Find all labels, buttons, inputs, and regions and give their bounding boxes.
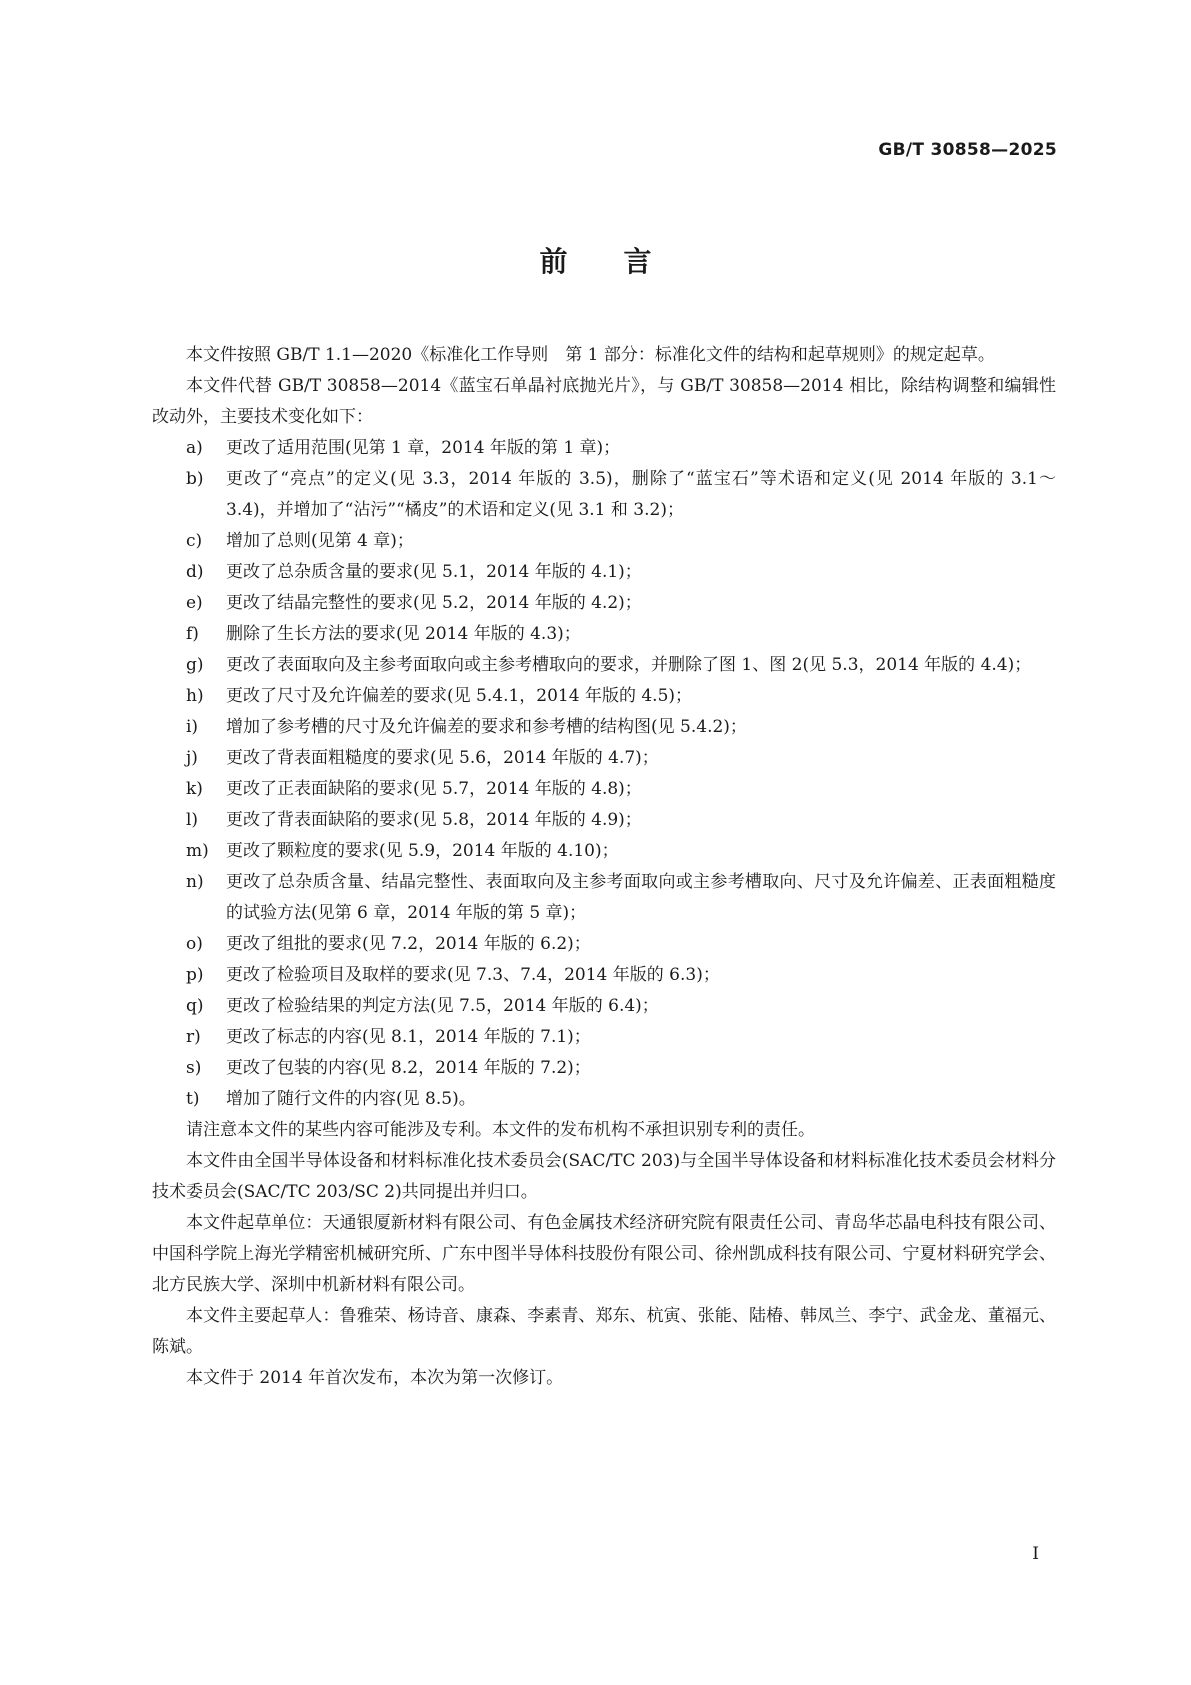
page-number: I (1032, 1544, 1039, 1564)
list-item-text: 更改了标志的内容(见 8.1，2014 年版的 7.1)； (226, 1027, 591, 1047)
list-item (152, 557, 1056, 588)
list-item-text: 更改了检验项目及取样的要求(见 7.3、7.4，2014 年版的 6.3)； (226, 965, 720, 985)
list-item (152, 929, 1056, 960)
list-item-text: 更改了总杂质含量的要求(见 5.1，2014 年版的 4.1)； (226, 562, 642, 582)
list-item (152, 433, 1056, 464)
list-item (152, 588, 1056, 619)
changes-list (152, 433, 1056, 1115)
list-item-text: 更改了总杂质含量、结晶完整性、表面取向及主参考面取向或主参考槽取向、尺寸及允许偏差、正表面粗糙度的试验方法(见第 6 章，2014 年版的第 5 章)； (226, 872, 1056, 923)
list-item-text: 更改了结晶完整性的要求(见 5.2，2014 年版的 4.2)； (226, 593, 642, 613)
list-item-text: 更改了颗粒度的要求(见 5.9，2014 年版的 4.10)； (226, 841, 619, 861)
list-item-text: 更改了包装的内容(见 8.2，2014 年版的 7.2)； (226, 1058, 591, 1078)
list-item-text: 更改了背表面粗糙度的要求(见 5.6，2014 年版的 4.7)； (226, 748, 659, 768)
paragraph-drafters: 本文件主要起草人：鲁雅荣、杨诗音、康森、李素青、郑东、杭寅、张能、陆椿、韩凤兰、李宁、武金龙、董福元、陈斌。 (152, 1306, 1056, 1357)
list-marker: b) (186, 469, 204, 489)
paragraph-history: 本文件于 2014 年首次发布，本次为第一次修订。 (186, 1368, 564, 1388)
list-marker: k) (186, 779, 203, 799)
paragraph-drafting-rules: 本文件按照 GB/T 1.1—2020《标准化工作导则 第 1 部分：标准化文件的结构和起草规则》的规定起草。 (186, 345, 995, 365)
document-body (152, 340, 1056, 1394)
list-item (152, 619, 1056, 650)
list-item (152, 526, 1056, 557)
list-marker: o) (186, 934, 203, 954)
list-item-text: 增加了总则(见第 4 章)； (226, 531, 414, 551)
paragraph-proposer: 本文件由全国半导体设备和材料标准化技术委员会(SAC/TC 203)与全国半导体设备和材料标准化技术委员会材料分技术委员会(SAC/TC 203/SC 2)共同提出并归口。 (152, 1151, 1056, 1202)
list-marker: e) (186, 593, 203, 613)
list-item (152, 650, 1056, 681)
list-item (152, 774, 1056, 805)
list-item (152, 805, 1056, 836)
list-item (152, 867, 1056, 929)
list-item (152, 1022, 1056, 1053)
list-item (152, 1084, 1056, 1115)
list-marker: s) (186, 1058, 202, 1078)
list-marker: l) (186, 810, 199, 830)
list-marker: m) (186, 841, 209, 861)
paragraph-drafting-units: 本文件起草单位：天通银厦新材料有限公司、有色金属技术经济研究院有限责任公司、青岛华芯晶电科技有限公司、中国科学院上海光学精密机械研究所、广东中图半导体科技股份有限公司、徐州凯成科技有限公司、宁夏材料研究学会、北方民族大学、深圳中机新材料有限公司。 (152, 1213, 1056, 1295)
list-marker: j) (186, 748, 198, 768)
list-marker: n) (186, 872, 204, 892)
list-item (152, 1053, 1056, 1084)
list-item-text: 更改了组批的要求(见 7.2，2014 年版的 6.2)； (226, 934, 591, 954)
list-marker: g) (186, 655, 204, 675)
list-item-text: 更改了背表面缺陷的要求(见 5.8，2014 年版的 4.9)； (226, 810, 642, 830)
list-item-text: 更改了尺寸及允许偏差的要求(见 5.4.1，2014 年版的 4.5)； (226, 686, 693, 706)
list-item-text: 更改了表面取向及主参考面取向或主参考槽取向的要求，并删除了图 1、图 2(见 5.3，2014 年版的 4.4)； (226, 655, 1032, 675)
list-marker: a) (186, 438, 203, 458)
list-marker: h) (186, 686, 204, 706)
list-item (152, 712, 1056, 743)
list-marker: c) (186, 531, 203, 551)
list-marker: q) (186, 996, 204, 1016)
list-item-text: 增加了随行文件的内容(见 8.5)。 (226, 1089, 476, 1109)
list-item-text: 增加了参考槽的尺寸及允许偏差的要求和参考槽的结构图(见 5.4.2)； (226, 717, 747, 737)
list-item (152, 681, 1056, 712)
page-title: 前言 (539, 245, 708, 278)
list-item (152, 960, 1056, 991)
list-item-text: 删除了生长方法的要求(见 2014 年版的 4.3)； (226, 624, 581, 644)
list-marker: d) (186, 562, 204, 582)
list-item (152, 743, 1056, 774)
list-marker: i) (186, 717, 199, 737)
list-item (152, 836, 1056, 867)
list-item (152, 991, 1056, 1022)
list-marker: r) (186, 1027, 201, 1047)
list-marker: t) (186, 1089, 200, 1109)
paragraph-patent-notice: 请注意本文件的某些内容可能涉及专利。本文件的发布机构不承担识别专利的责任。 (186, 1120, 815, 1140)
list-item-text: 更改了适用范围(见第 1 章，2014 年版的第 1 章)； (226, 438, 621, 458)
list-item (152, 464, 1056, 526)
list-item-text: 更改了检验结果的判定方法(见 7.5，2014 年版的 6.4)； (226, 996, 659, 1016)
list-marker: f) (186, 624, 199, 644)
list-marker: p) (186, 965, 204, 985)
list-item-text: 更改了正表面缺陷的要求(见 5.7，2014 年版的 4.8)； (226, 779, 642, 799)
standard-number: GB/T 30858—2025 (878, 140, 1057, 160)
paragraph-replacement: 本文件代替 GB/T 30858—2014《蓝宝石单晶衬底抛光片》，与 GB/T 30858—2014 相比，除结构调整和编辑性改动外，主要技术变化如下： (152, 376, 1056, 427)
list-item-text: 更改了“亮点”的定义(见 3.3，2014 年版的 3.5)，删除了“蓝宝石”等术语和定义(见 2014 年版的 3.1～3.4)，并增加了“沾污”“橘皮”的术语和定义(见 3.1 和 3.2)； (226, 469, 1056, 520)
